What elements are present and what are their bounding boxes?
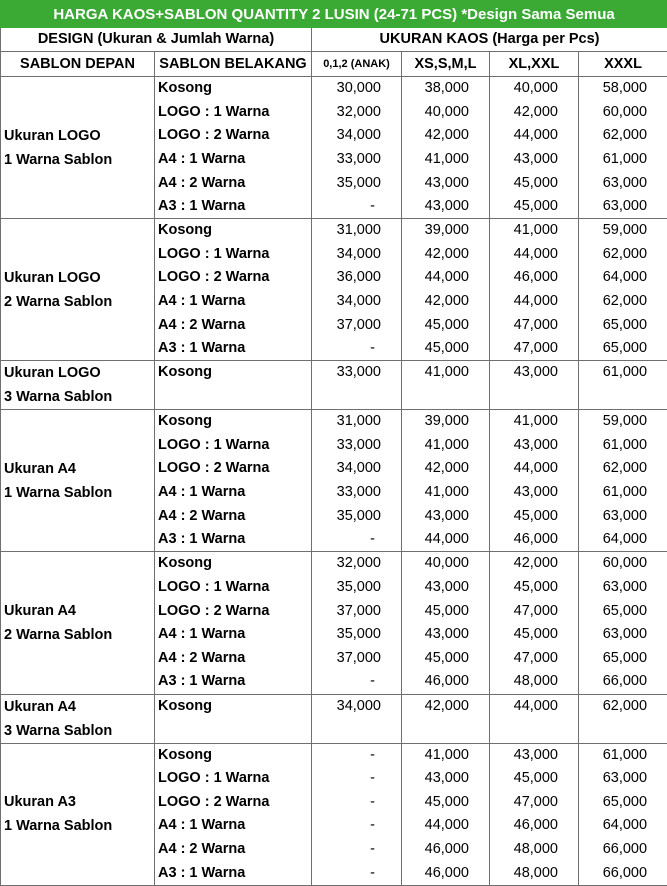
price-cell: 41,000 — [402, 361, 490, 410]
price-cell: 64,000 — [579, 266, 667, 290]
price-cell: 62,000 — [579, 242, 667, 266]
price-cell: 44,000 — [402, 266, 490, 290]
back-header: SABLON BELAKANG — [155, 52, 312, 77]
front-design-cell — [1, 219, 155, 361]
price-cell: 47,000 — [490, 647, 579, 671]
back-design-cell: LOGO : 2 Warna — [155, 790, 312, 814]
size-col-header-xxxl: XXXL — [579, 52, 667, 77]
price-cell: 45,000 — [402, 647, 490, 671]
price-cell: 45,000 — [402, 313, 490, 337]
back-design-cell: A4 : 1 Warna — [155, 290, 312, 314]
price-cell: 37,000 — [312, 647, 402, 671]
title-row — [1, 1, 667, 28]
back-design-cell: A4 : 2 Warna — [155, 171, 312, 195]
price-cell: 60,000 — [579, 552, 667, 576]
size-col-header-kids: 0,1,2 (ANAK) — [312, 52, 402, 77]
price-cell: 63,000 — [579, 767, 667, 791]
front-design-cell — [1, 743, 155, 885]
front-design-colors: 1 Warna Sablon — [4, 148, 154, 172]
price-cell: 63,000 — [579, 171, 667, 195]
price-cell: 43,000 — [490, 361, 579, 410]
price-cell: 62,000 — [579, 290, 667, 314]
back-design-cell: Kosong — [155, 694, 312, 743]
price-cell: 65,000 — [579, 599, 667, 623]
price-cell: 35,000 — [312, 576, 402, 600]
back-design-cell: LOGO : 1 Warna — [155, 433, 312, 457]
price-cell: 46,000 — [490, 266, 579, 290]
price-cell: 46,000 — [490, 814, 579, 838]
price-cell: 61,000 — [579, 148, 667, 172]
back-design-cell: A3 : 1 Warna — [155, 528, 312, 552]
price-cell: 45,000 — [490, 623, 579, 647]
price-cell: 64,000 — [579, 528, 667, 552]
price-cell: 62,000 — [579, 124, 667, 148]
price-cell: 45,000 — [490, 576, 579, 600]
price-cell: 44,000 — [490, 124, 579, 148]
back-design-cell: A4 : 1 Warna — [155, 623, 312, 647]
price-cell: 45,000 — [402, 599, 490, 623]
price-cell: 61,000 — [579, 481, 667, 505]
price-cell: 66,000 — [579, 670, 667, 694]
price-cell: 37,000 — [312, 313, 402, 337]
sizes-group-header: UKURAN KAOS (Harga per Pcs) — [312, 28, 667, 52]
price-cell: 41,000 — [490, 410, 579, 434]
price-cell: 64,000 — [579, 814, 667, 838]
back-design-cell: Kosong — [155, 361, 312, 410]
back-design-cell: A3 : 1 Warna — [155, 337, 312, 361]
back-design-cell: A4 : 2 Warna — [155, 838, 312, 862]
price-cell: 42,000 — [402, 457, 490, 481]
price-cell: 43,000 — [402, 623, 490, 647]
price-cell: 46,000 — [490, 528, 579, 552]
price-cell: 59,000 — [579, 410, 667, 434]
price-cell: 33,000 — [312, 481, 402, 505]
price-cell: - — [312, 861, 402, 885]
price-cell: 43,000 — [402, 576, 490, 600]
back-design-cell: A3 : 1 Warna — [155, 670, 312, 694]
front-design-cell — [1, 77, 155, 219]
front-design-colors: 2 Warna Sablon — [4, 623, 154, 647]
price-cell: 48,000 — [490, 838, 579, 862]
price-cell: 41,000 — [402, 148, 490, 172]
price-cell: 44,000 — [490, 694, 579, 743]
price-cell: 45,000 — [490, 195, 579, 219]
front-design-cell — [1, 552, 155, 694]
price-cell: 42,000 — [402, 290, 490, 314]
price-cell: 63,000 — [579, 576, 667, 600]
price-cell: 65,000 — [579, 647, 667, 671]
back-design-cell: A3 : 1 Warna — [155, 861, 312, 885]
size-col-header-xl-xxl: XL,XXL — [490, 52, 579, 77]
price-cell: - — [312, 528, 402, 552]
price-cell: 42,000 — [402, 124, 490, 148]
price-cell: 61,000 — [579, 361, 667, 410]
price-cell: 35,000 — [312, 505, 402, 529]
table-row — [1, 219, 667, 243]
price-cell: 45,000 — [490, 505, 579, 529]
price-cell: 43,000 — [490, 148, 579, 172]
front-design-colors: 1 Warna Sablon — [4, 814, 154, 838]
price-cell: 62,000 — [579, 694, 667, 743]
front-design-colors: 2 Warna Sablon — [4, 290, 154, 314]
price-cell: 43,000 — [402, 767, 490, 791]
back-design-cell: LOGO : 1 Warna — [155, 767, 312, 791]
price-cell: 34,000 — [312, 242, 402, 266]
price-cell: 32,000 — [312, 100, 402, 124]
price-cell: 44,000 — [490, 457, 579, 481]
price-cell: 34,000 — [312, 457, 402, 481]
price-cell: 43,000 — [402, 171, 490, 195]
price-cell: 37,000 — [312, 599, 402, 623]
price-cell: 42,000 — [402, 242, 490, 266]
back-design-cell: A3 : 1 Warna — [155, 195, 312, 219]
price-cell: 35,000 — [312, 623, 402, 647]
back-design-cell: LOGO : 1 Warna — [155, 100, 312, 124]
design-header: DESIGN (Ukuran & Jumlah Warna) — [1, 28, 312, 52]
table-row — [1, 552, 667, 576]
price-cell: 45,000 — [490, 767, 579, 791]
price-cell: 43,000 — [402, 195, 490, 219]
price-cell: 39,000 — [402, 219, 490, 243]
back-design-cell: A4 : 1 Warna — [155, 481, 312, 505]
price-cell: - — [312, 790, 402, 814]
table-row — [1, 77, 667, 101]
price-cell: 48,000 — [490, 861, 579, 885]
price-cell: 32,000 — [312, 552, 402, 576]
size-col-header-xs-l: XS,S,M,L — [402, 52, 490, 77]
front-design-cell — [1, 410, 155, 552]
back-design-cell: LOGO : 1 Warna — [155, 242, 312, 266]
price-cell: 35,000 — [312, 171, 402, 195]
price-cell: 36,000 — [312, 266, 402, 290]
front-design-cell — [1, 694, 155, 743]
front-design-colors: 3 Warna Sablon — [4, 385, 154, 409]
price-cell: 63,000 — [579, 505, 667, 529]
price-cell: 34,000 — [312, 124, 402, 148]
price-cell: 38,000 — [402, 77, 490, 101]
price-cell: 47,000 — [490, 790, 579, 814]
price-cell: 45,000 — [402, 790, 490, 814]
price-cell: 46,000 — [402, 670, 490, 694]
back-design-cell: Kosong — [155, 743, 312, 767]
price-cell: 59,000 — [579, 219, 667, 243]
price-cell: 34,000 — [312, 290, 402, 314]
front-header: SABLON DEPAN — [1, 52, 155, 77]
price-cell: 44,000 — [490, 242, 579, 266]
price-cell: 31,000 — [312, 219, 402, 243]
price-cell: 66,000 — [579, 838, 667, 862]
price-cell: 47,000 — [490, 337, 579, 361]
front-design-size: Ukuran A4 — [4, 695, 154, 719]
back-design-cell: Kosong — [155, 410, 312, 434]
price-cell: 41,000 — [402, 743, 490, 767]
price-cell: 42,000 — [490, 100, 579, 124]
price-cell: - — [312, 814, 402, 838]
price-cell: 47,000 — [490, 313, 579, 337]
price-cell: - — [312, 767, 402, 791]
header-row-1 — [1, 28, 667, 52]
price-cell: 63,000 — [579, 623, 667, 647]
price-cell: - — [312, 195, 402, 219]
price-cell: 30,000 — [312, 77, 402, 101]
price-cell: 62,000 — [579, 457, 667, 481]
back-design-cell: LOGO : 2 Warna — [155, 124, 312, 148]
front-design-cell — [1, 361, 155, 410]
price-cell: 44,000 — [490, 290, 579, 314]
back-design-cell: Kosong — [155, 77, 312, 101]
price-cell: 40,000 — [402, 552, 490, 576]
price-cell: 65,000 — [579, 313, 667, 337]
back-design-cell: A4 : 2 Warna — [155, 313, 312, 337]
price-cell: 60,000 — [579, 100, 667, 124]
price-cell: 33,000 — [312, 148, 402, 172]
price-cell: 58,000 — [579, 77, 667, 101]
front-design-size: Ukuran A4 — [4, 457, 154, 481]
front-design-size: Ukuran LOGO — [4, 124, 154, 148]
price-cell: 40,000 — [490, 77, 579, 101]
price-cell: 46,000 — [402, 861, 490, 885]
price-cell: 41,000 — [402, 433, 490, 457]
price-cell: 43,000 — [490, 433, 579, 457]
price-cell: 33,000 — [312, 433, 402, 457]
price-cell: 45,000 — [402, 337, 490, 361]
price-cell: 43,000 — [402, 505, 490, 529]
price-cell: 34,000 — [312, 694, 402, 743]
price-cell: 65,000 — [579, 337, 667, 361]
price-cell: 65,000 — [579, 790, 667, 814]
front-design-size: Ukuran LOGO — [4, 361, 154, 385]
back-design-cell: A4 : 2 Warna — [155, 647, 312, 671]
front-design-size: Ukuran A4 — [4, 599, 154, 623]
table-row — [1, 410, 667, 434]
front-design-size: Ukuran A3 — [4, 790, 154, 814]
price-cell: 66,000 — [579, 861, 667, 885]
price-cell: 42,000 — [490, 552, 579, 576]
price-cell: 41,000 — [402, 481, 490, 505]
table-row — [1, 361, 667, 386]
back-design-cell: LOGO : 2 Warna — [155, 266, 312, 290]
price-cell: 44,000 — [402, 528, 490, 552]
sheet-title: HARGA KAOS+SABLON QUANTITY 2 LUSIN (24-71 PCS) *Design Sama Semua — [1, 1, 667, 28]
price-cell: 42,000 — [402, 694, 490, 743]
price-cell: 41,000 — [490, 219, 579, 243]
price-cell: - — [312, 670, 402, 694]
price-cell: - — [312, 838, 402, 862]
price-cell: 46,000 — [402, 838, 490, 862]
price-cell: 33,000 — [312, 361, 402, 410]
price-cell: 43,000 — [490, 481, 579, 505]
front-design-colors: 1 Warna Sablon — [4, 481, 154, 505]
price-cell: 39,000 — [402, 410, 490, 434]
back-design-cell: A4 : 2 Warna — [155, 505, 312, 529]
table-row — [1, 743, 667, 767]
price-cell: 44,000 — [402, 814, 490, 838]
back-design-cell: Kosong — [155, 552, 312, 576]
back-design-cell: Kosong — [155, 219, 312, 243]
header-row-2 — [1, 52, 667, 77]
back-design-cell: LOGO : 2 Warna — [155, 457, 312, 481]
price-cell: 61,000 — [579, 743, 667, 767]
price-cell: 48,000 — [490, 670, 579, 694]
price-cell: 63,000 — [579, 195, 667, 219]
price-cell: 40,000 — [402, 100, 490, 124]
price-cell: - — [312, 743, 402, 767]
table-row — [1, 694, 667, 719]
back-design-cell: A4 : 1 Warna — [155, 814, 312, 838]
price-cell: 61,000 — [579, 433, 667, 457]
front-design-size: Ukuran LOGO — [4, 266, 154, 290]
front-design-colors: 3 Warna Sablon — [4, 719, 154, 743]
price-cell: 31,000 — [312, 410, 402, 434]
back-design-cell: LOGO : 2 Warna — [155, 599, 312, 623]
price-cell: 47,000 — [490, 599, 579, 623]
back-design-cell: A4 : 1 Warna — [155, 148, 312, 172]
price-cell: 43,000 — [490, 743, 579, 767]
back-design-cell: LOGO : 1 Warna — [155, 576, 312, 600]
price-cell: 45,000 — [490, 171, 579, 195]
price-cell: - — [312, 337, 402, 361]
